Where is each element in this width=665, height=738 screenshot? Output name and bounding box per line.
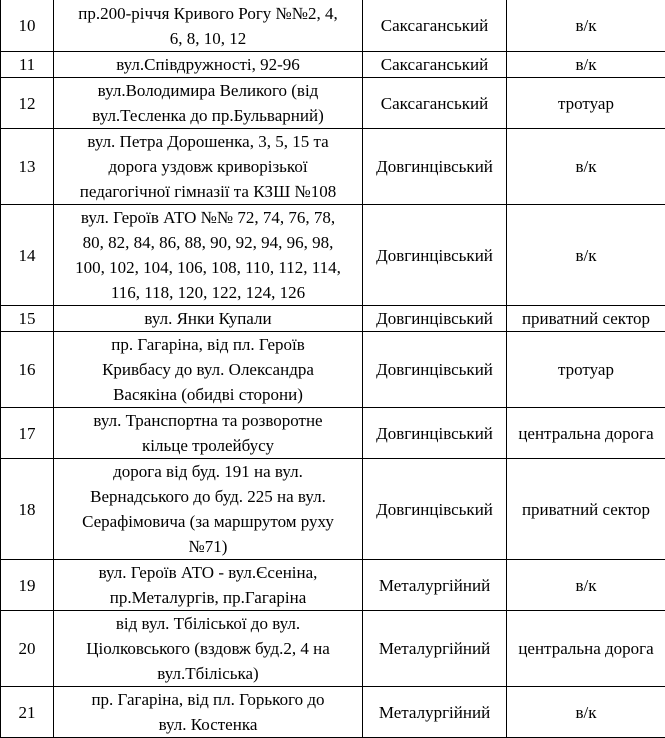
- table-row: [1, 306, 665, 332]
- row-number: 16: [1, 332, 54, 408]
- note-cell: в/к: [507, 560, 665, 611]
- table-row: [1, 52, 665, 78]
- note-cell: в/к: [507, 52, 665, 78]
- note-cell: тротуар: [507, 78, 665, 129]
- note-cell: в/к: [507, 129, 665, 205]
- address-cell: пр. Гагаріна, від пл. Героїв Кривбасу до вул. Олександра Васякіна (обидві сторони): [54, 332, 363, 408]
- address-cell: вул. Героїв АТО №№ 72, 74, 76, 78, 80, 82, 84, 86, 88, 90, 92, 94, 96, 98, 100, 102, 104, 106, 108, 110, 112, 114, 116, 118, 120, 122, 124, 126: [54, 205, 363, 306]
- table-body: [1, 0, 665, 738]
- table-row: [1, 687, 665, 738]
- district-cell: Металургійний: [363, 611, 507, 687]
- table-row: [1, 205, 665, 306]
- district-cell: Саксаганський: [363, 0, 507, 52]
- address-cell: вул. Героїв АТО - вул.Єсеніна, пр.Металургів, пр.Гагаріна: [54, 560, 363, 611]
- row-number: 20: [1, 611, 54, 687]
- table-row: [1, 560, 665, 611]
- note-cell: центральна дорога: [507, 408, 665, 459]
- district-cell: Металургійний: [363, 560, 507, 611]
- table-row: [1, 332, 665, 408]
- note-cell: в/к: [507, 0, 665, 52]
- note-cell: в/к: [507, 205, 665, 306]
- address-cell: вул.Володимира Великого (від вул.Тесленка до пр.Бульварний): [54, 78, 363, 129]
- table-row: [1, 459, 665, 560]
- address-cell: пр. Гагаріна, від пл. Горького до вул. Костенка: [54, 687, 363, 738]
- address-cell: пр.200-річчя Кривого Рогу №№2, 4, 6, 8, 10, 12: [54, 0, 363, 52]
- row-number: 19: [1, 560, 54, 611]
- address-cell: вул.Співдружності, 92-96: [54, 52, 363, 78]
- district-cell: Довгинцівський: [363, 332, 507, 408]
- row-number: 10: [1, 0, 54, 52]
- table-row: [1, 129, 665, 205]
- note-cell: тротуар: [507, 332, 665, 408]
- row-number: 17: [1, 408, 54, 459]
- table-row: [1, 0, 665, 52]
- row-number: 12: [1, 78, 54, 129]
- district-cell: Саксаганський: [363, 52, 507, 78]
- row-number: 18: [1, 459, 54, 560]
- note-cell: приватний сектор: [507, 459, 665, 560]
- table-row: [1, 78, 665, 129]
- address-cell: дорога від буд. 191 на вул. Вернадського до буд. 225 на вул. Серафімовича (за маршрутом руху №71): [54, 459, 363, 560]
- table-row: [1, 408, 665, 459]
- address-cell: вул. Транспортна та розворотне кільце тролейбусу: [54, 408, 363, 459]
- address-cell: вул. Янки Купали: [54, 306, 363, 332]
- district-cell: Довгинцівський: [363, 408, 507, 459]
- district-cell: Саксаганський: [363, 78, 507, 129]
- row-number: 14: [1, 205, 54, 306]
- district-cell: Довгинцівський: [363, 205, 507, 306]
- district-cell: Металургійний: [363, 687, 507, 738]
- row-number: 21: [1, 687, 54, 738]
- address-cell: від вул. Тбіліської до вул. Ціолковського (вздовж буд.2, 4 на вул.Тбіліська): [54, 611, 363, 687]
- row-number: 11: [1, 52, 54, 78]
- district-cell: Довгинцівський: [363, 129, 507, 205]
- table-row: [1, 611, 665, 687]
- district-cell: Довгинцівський: [363, 306, 507, 332]
- note-cell: приватний сектор: [507, 306, 665, 332]
- note-cell: центральна дорога: [507, 611, 665, 687]
- row-number: 13: [1, 129, 54, 205]
- district-cell: Довгинцівський: [363, 459, 507, 560]
- note-cell: в/к: [507, 687, 665, 738]
- row-number: 15: [1, 306, 54, 332]
- address-cell: вул. Петра Дорошенка, 3, 5, 15 та дорога уздовж криворізької педагогічної гімназії та КЗШ №108: [54, 129, 363, 205]
